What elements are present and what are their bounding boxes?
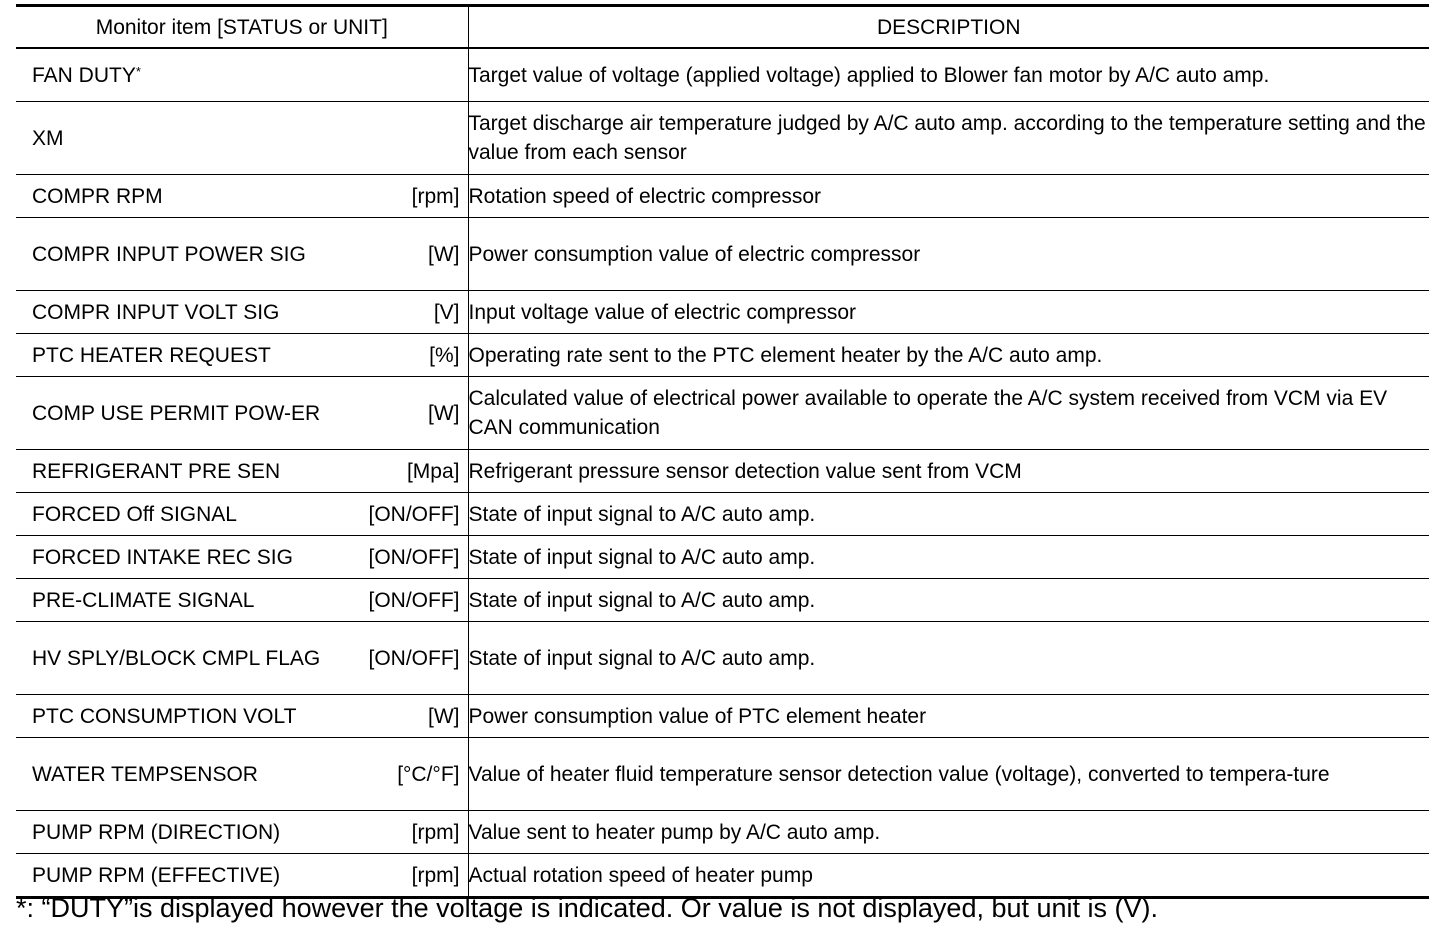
item-cell	[16, 218, 468, 291]
item-cell	[16, 536, 468, 579]
item-unit: [V]	[433, 300, 460, 324]
description-cell: Calculated value of electrical power available to operate the A/C system received from VCM via EV CAN communication	[468, 377, 1429, 450]
item-cell	[16, 579, 468, 622]
item-cell	[16, 622, 468, 695]
item-cell	[16, 738, 468, 811]
item-unit: [rpm]	[411, 184, 460, 208]
header-monitor-item: Monitor item [STATUS or UNIT]	[16, 6, 468, 49]
monitor-item-table	[16, 4, 1429, 899]
item-cell	[16, 291, 468, 334]
description-cell: Value sent to heater pump by A/C auto amp.	[468, 811, 1429, 854]
table-row	[16, 738, 1429, 811]
item-cell	[16, 695, 468, 738]
table-row	[16, 377, 1429, 450]
item-cell	[16, 175, 468, 218]
item-cell	[16, 102, 468, 175]
item-cell	[16, 377, 468, 450]
item-name: WATER TEMPSENSOR	[32, 762, 258, 786]
item-name: PTC HEATER REQUEST	[32, 343, 271, 367]
item-unit: [ON/OFF]	[368, 545, 460, 569]
item-name: FORCED INTAKE REC SIG	[32, 545, 293, 569]
item-unit: [W]	[428, 401, 460, 425]
table-row	[16, 450, 1429, 493]
item-name: COMPR RPM	[32, 184, 163, 208]
item-unit: [°C/°F]	[397, 762, 460, 786]
item-unit: [ON/OFF]	[368, 502, 460, 526]
item-cell	[16, 334, 468, 377]
item-cell	[16, 450, 468, 493]
table-row	[16, 291, 1429, 334]
table-header-row	[16, 6, 1429, 49]
footnote: *: “DUTY”is displayed however the voltage is indicated. Or value is not displayed, but unit is (V).	[16, 893, 1159, 923]
table-row	[16, 493, 1429, 536]
item-name: XM	[32, 126, 64, 150]
description-cell: State of input signal to A/C auto amp.	[468, 493, 1429, 536]
item-name: COMP USE PERMIT POW-ER	[32, 401, 321, 425]
item-name: COMPR INPUT VOLT SIG	[32, 300, 280, 324]
description-cell: Rotation speed of electric compressor	[468, 175, 1429, 218]
table-row	[16, 48, 1429, 102]
item-unit: [Mpa]	[406, 459, 460, 483]
item-name: PUMP RPM (EFFECTIVE)	[32, 863, 281, 887]
description-cell: State of input signal to A/C auto amp.	[468, 622, 1429, 695]
item-unit: [W]	[428, 242, 460, 266]
table-row	[16, 622, 1429, 695]
description-cell: Actual rotation speed of heater pump	[468, 854, 1429, 898]
description-cell: Refrigerant pressure sensor detection value sent from VCM	[468, 450, 1429, 493]
description-cell: Power consumption value of electric compressor	[468, 218, 1429, 291]
table-row	[16, 811, 1429, 854]
table-row	[16, 695, 1429, 738]
item-cell	[16, 48, 468, 102]
item-name: COMPR INPUT POWER SIG	[32, 242, 306, 266]
item-cell	[16, 811, 468, 854]
table-row	[16, 536, 1429, 579]
item-cell	[16, 493, 468, 536]
item-unit: [%]	[429, 343, 460, 367]
table-row	[16, 175, 1429, 218]
description-cell: Value of heater fluid temperature sensor detection value (voltage), converted to tempera-ture	[468, 738, 1429, 811]
description-cell: State of input signal to A/C auto amp.	[468, 536, 1429, 579]
description-cell: Target value of voltage (applied voltage) applied to Blower fan motor by A/C auto amp.	[468, 48, 1429, 102]
item-name-wrap	[32, 61, 141, 90]
item-name: FORCED Off SIGNAL	[32, 502, 237, 526]
item-name: HV SPLY/BLOCK CMPL FLAG	[32, 646, 321, 670]
item-unit: [rpm]	[411, 863, 460, 887]
item-name: REFRIGERANT PRE SEN	[32, 459, 281, 483]
item-unit: [W]	[428, 704, 460, 728]
description-cell: Operating rate sent to the PTC element heater by the A/C auto amp.	[468, 334, 1429, 377]
description-cell: Target discharge air temperature judged by A/C auto amp. according to the temperature setting and the value from each sensor	[468, 102, 1429, 175]
item-name: PUMP RPM (DIRECTION)	[32, 820, 281, 844]
table-row	[16, 334, 1429, 377]
table-row	[16, 218, 1429, 291]
monitor-item-sheet	[16, 4, 1429, 899]
footnote-mark: *	[135, 63, 141, 79]
table-row	[16, 102, 1429, 175]
item-name: FAN DUTY	[32, 63, 136, 87]
item-unit: [ON/OFF]	[368, 646, 460, 670]
header-description: DESCRIPTION	[468, 6, 1429, 49]
item-unit: [ON/OFF]	[368, 588, 460, 612]
table-row	[16, 579, 1429, 622]
item-name: PRE-CLIMATE SIGNAL	[32, 588, 255, 612]
description-cell: Power consumption value of PTC element heater	[468, 695, 1429, 738]
item-name: PTC CONSUMPTION VOLT	[32, 704, 297, 728]
description-cell: State of input signal to A/C auto amp.	[468, 579, 1429, 622]
description-cell: Input voltage value of electric compressor	[468, 291, 1429, 334]
item-unit: [rpm]	[411, 820, 460, 844]
